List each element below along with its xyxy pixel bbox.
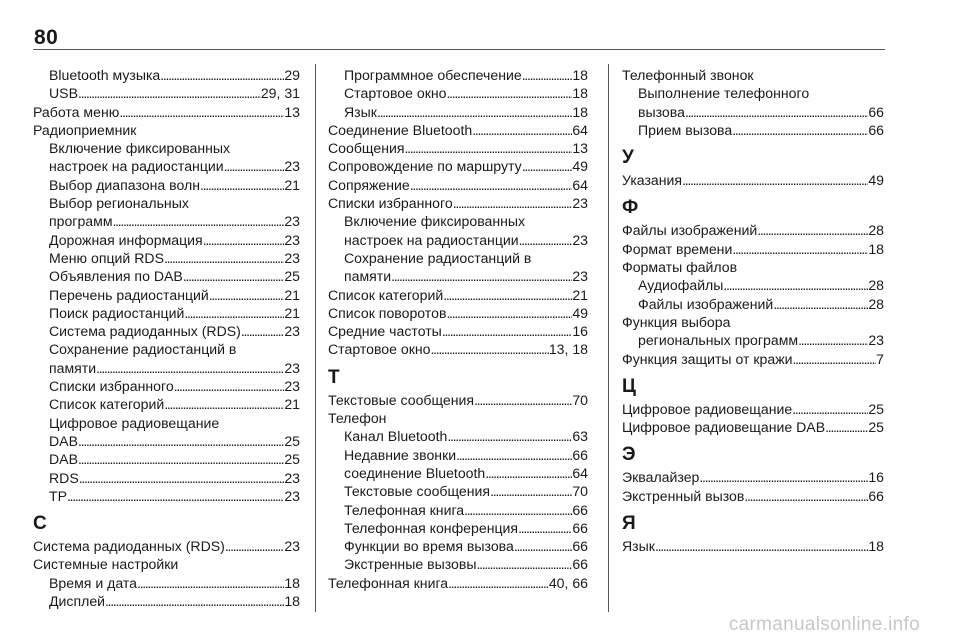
entry-page-ref: 28 (868, 222, 884, 239)
entry-label: Сопряжение (328, 176, 410, 193)
index-subentry (33, 212, 300, 230)
dot-leader (453, 194, 573, 212)
dot-leader (514, 537, 572, 555)
index-entry (328, 304, 588, 322)
entry-label: Прием вызова (638, 121, 733, 138)
index-subentry (622, 331, 884, 349)
dot-leader (113, 212, 285, 230)
entry-label: программ (49, 213, 113, 230)
dot-leader (447, 427, 572, 445)
index-subentry (33, 249, 300, 267)
entry-label: Формат времени (622, 240, 733, 257)
index-subentry (622, 103, 884, 121)
index-subentry (328, 66, 588, 84)
entry-label: Соединение Bluetooth (328, 121, 473, 138)
entry-page-ref: 66 (572, 538, 588, 555)
entry-label: Указания (622, 172, 683, 189)
entry-label: Стартовое окно (328, 341, 431, 358)
dot-leader (522, 66, 573, 84)
index-subentry (33, 432, 300, 450)
dot-leader (682, 171, 868, 189)
dot-leader (446, 304, 572, 322)
entry-page-ref: 18 (284, 593, 300, 610)
entry-label: Файлы изображений (638, 295, 774, 312)
index-section-letter: Я (622, 513, 636, 535)
entry-label: Радиоприемник (33, 121, 137, 138)
dot-leader (105, 592, 284, 610)
watermark: carmanualsonline.info (728, 614, 920, 635)
entry-label: Программное обеспечение (344, 67, 522, 83)
index-entry (328, 391, 588, 409)
dot-leader (773, 295, 868, 313)
entry-label: Цифровое радиовещание (49, 414, 220, 431)
entry-label: Меню опций RDS (49, 249, 164, 266)
index-entry (622, 537, 884, 555)
entry-page-ref: 66 (572, 519, 588, 536)
entry-label: Функция защиты от кражи (622, 350, 793, 367)
entry-label: Сопровождение по маршруту (328, 158, 522, 175)
dot-leader (448, 574, 549, 592)
index-column-3 (622, 66, 884, 555)
dot-leader (792, 400, 868, 418)
entry-label: Включение фиксированных (49, 140, 231, 157)
dot-leader (209, 286, 285, 304)
entry-label: настроек на радиостанции (49, 158, 224, 175)
entry-page-ref: 18 (868, 240, 884, 257)
entry-label: Цифровое радиовещание DAB (622, 419, 826, 436)
entry-label: Системные настройки (33, 556, 179, 573)
entry-label: RDS (49, 469, 79, 486)
entry-page-ref: 23 (868, 332, 884, 349)
index-section-letter: Ц (622, 375, 636, 397)
entry-label: Телефонная книга (344, 501, 465, 518)
index-subentry (328, 103, 588, 121)
dot-leader (685, 103, 868, 121)
dot-leader (699, 468, 868, 486)
entry-page-ref: 21 (572, 286, 588, 303)
entry-page-ref: 40, 66 (548, 574, 588, 591)
entry-page-ref: 64 (572, 464, 588, 481)
index-subentry (328, 482, 588, 500)
entry-page-ref: 64 (572, 121, 588, 138)
entry-page-ref: 49 (868, 172, 884, 189)
index-entry (33, 537, 300, 555)
entry-page-ref: 25 (868, 419, 884, 436)
index-subentry (622, 84, 884, 102)
index-entry (622, 221, 884, 239)
entry-label: соединение Bluetooth (344, 464, 486, 481)
entry-page-ref: 28 (868, 295, 884, 312)
index-entry (328, 322, 588, 340)
index-subentry (33, 487, 300, 505)
index-subentry (328, 501, 588, 519)
entry-page-ref: 23 (284, 158, 300, 175)
dot-leader (225, 537, 284, 555)
entry-label: Экстренный вызов (622, 487, 745, 504)
index-column-2 (328, 66, 588, 592)
dot-leader (184, 304, 284, 322)
entry-label: Перечень радиостанций (49, 286, 209, 303)
index-entry (328, 409, 588, 427)
entry-page-ref: 29, 31 (260, 85, 300, 102)
entry-page-ref: 28 (868, 277, 884, 294)
entry-label: TP (49, 487, 68, 504)
entry-page-ref: 23 (284, 213, 300, 230)
index-subentry (328, 249, 588, 267)
index-entry (622, 240, 884, 258)
dot-leader (798, 331, 868, 349)
index-entry (328, 340, 588, 358)
entry-page-ref: 23 (284, 378, 300, 395)
index-section-letter: С (33, 513, 47, 535)
entry-page-ref: 13 (284, 103, 300, 120)
index-subentry (328, 212, 588, 230)
dot-leader (522, 157, 573, 175)
index-subentry (328, 446, 588, 464)
entry-page-ref: 66 (868, 487, 884, 504)
entry-page-ref: 18 (572, 103, 588, 120)
entry-label: Стартовое окно (344, 85, 447, 102)
entry-label: USB (49, 85, 78, 102)
index-entry (328, 286, 588, 304)
entry-label: Списки избранного (328, 195, 453, 212)
dot-leader (78, 84, 261, 102)
entry-label: региональных программ (638, 332, 799, 349)
dot-leader (377, 103, 572, 121)
entry-label: Включение фиксированных (344, 213, 526, 230)
entry-page-ref: 18 (868, 538, 884, 555)
entry-page-ref: 63 (572, 428, 588, 445)
index-entry (622, 418, 884, 436)
dot-leader (723, 276, 868, 294)
dot-leader (519, 231, 573, 249)
entry-label: Текстовые сообщения (328, 391, 475, 408)
index-subentry (33, 66, 300, 84)
index-entry (622, 258, 884, 276)
entry-page-ref: 7 (876, 350, 884, 367)
entry-page-ref: 23 (284, 231, 300, 248)
dot-leader (472, 121, 572, 139)
entry-label: Телефонная конференция (344, 519, 519, 536)
dot-leader (241, 322, 284, 340)
entry-label: Недавние звонки (344, 446, 457, 463)
dot-leader (447, 84, 573, 102)
entry-label: Текстовые сообщения (344, 483, 491, 500)
entry-label: Сохранение радиостанций в (49, 341, 237, 358)
entry-label: Bluetooth музыка (49, 67, 161, 83)
index-subentry (622, 276, 884, 294)
index-entry (33, 555, 300, 573)
index-subentry (33, 304, 300, 322)
entry-page-ref: 66 (868, 103, 884, 120)
entry-page-ref: 16 (572, 323, 588, 340)
dot-leader (391, 267, 572, 285)
entry-page-ref: 23 (284, 249, 300, 266)
dot-leader (732, 121, 868, 139)
dot-leader (757, 221, 868, 239)
index-entry (328, 139, 588, 157)
entry-label: Система радиоданных (RDS) (49, 323, 241, 340)
entry-page-ref: 16 (868, 469, 884, 486)
entry-label: настроек на радиостанции (344, 231, 519, 248)
index-entry (328, 194, 588, 212)
dot-leader (655, 537, 868, 555)
entry-label: Выполнение телефонного (638, 85, 810, 102)
entry-page-ref: 23 (284, 469, 300, 486)
entry-label: Работа меню (33, 103, 120, 120)
entry-label: Цифровое радиовещание (622, 400, 793, 417)
index-subentry (328, 464, 588, 482)
dot-leader (490, 482, 572, 500)
dot-leader (485, 464, 572, 482)
dot-leader (183, 267, 285, 285)
index-entry (622, 313, 884, 331)
index-entry (328, 121, 588, 139)
dot-leader (67, 487, 284, 505)
dot-leader (732, 240, 868, 258)
entry-label: Канал Bluetooth (344, 428, 448, 445)
entry-label: Средние частоты (328, 323, 442, 340)
entry-label: Списки избранного (49, 378, 174, 395)
entry-label: DAB (49, 451, 78, 468)
index-section-letter: Ф (622, 197, 639, 219)
index-subentry (33, 176, 300, 194)
entry-page-ref: 21 (284, 396, 300, 413)
index-entry (622, 350, 884, 368)
index-subentry (328, 267, 588, 285)
entry-page-ref: 23 (284, 359, 300, 376)
entry-page-ref: 23 (284, 487, 300, 504)
index-section-letter: У (622, 147, 634, 169)
index-subentry (622, 121, 884, 139)
index-section-letter: Э (622, 444, 636, 466)
entry-page-ref: 66 (572, 446, 588, 463)
entry-label: Время и дата (49, 574, 137, 591)
index-subentry (33, 157, 300, 175)
entry-page-ref: 23 (284, 538, 300, 555)
dot-leader (160, 66, 284, 84)
entry-page-ref: 49 (572, 304, 588, 321)
entry-page-ref: 29 (284, 67, 300, 83)
entry-label: Выбор региональных (49, 195, 189, 212)
entry-label: памяти (344, 268, 392, 285)
entry-label: Эквалайзер (622, 469, 700, 486)
entry-page-ref: 23 (284, 323, 300, 340)
entry-label: Язык (344, 103, 377, 120)
entry-label: Список поворотов (328, 304, 447, 321)
entry-label: Форматы файлов (622, 259, 738, 276)
index-subentry (33, 414, 300, 432)
entry-label: Сообщения (328, 140, 405, 157)
index-subentry (33, 395, 300, 413)
dot-leader (744, 487, 868, 505)
dot-leader (793, 350, 877, 368)
entry-label: Телефонная книга (328, 574, 449, 591)
index-entry (33, 121, 300, 139)
entry-label: Сохранение радиостанций в (344, 249, 532, 266)
dot-leader (405, 139, 573, 157)
entry-page-ref: 66 (572, 501, 588, 518)
entry-label: Телефонный звонок (622, 67, 754, 83)
dot-leader (119, 103, 284, 121)
entry-page-ref: 70 (572, 391, 588, 408)
dot-leader (825, 418, 868, 436)
entry-page-ref: 23 (572, 268, 588, 285)
column-divider (608, 64, 609, 612)
entry-page-ref: 25 (868, 400, 884, 417)
index-subentry (328, 427, 588, 445)
dot-leader (224, 157, 285, 175)
entry-page-ref: 25 (284, 432, 300, 449)
index-subentry (33, 322, 300, 340)
page-number: 80 (34, 26, 59, 49)
entry-label: Файлы изображений (622, 222, 758, 239)
index-subentry (33, 592, 300, 610)
dot-leader (464, 501, 572, 519)
dot-leader (164, 395, 284, 413)
dot-leader (518, 519, 572, 537)
dot-leader (203, 231, 285, 249)
index-subentry (328, 555, 588, 573)
dot-leader (78, 432, 284, 450)
dot-leader (474, 391, 572, 409)
entry-label: Список категорий (328, 286, 444, 303)
entry-page-ref: 18 (572, 67, 588, 83)
entry-label: Дисплей (49, 593, 106, 610)
entry-page-ref: 18 (284, 574, 300, 591)
entry-page-ref: 23 (572, 195, 588, 212)
entry-page-ref: 25 (284, 268, 300, 285)
index-subentry (33, 340, 300, 358)
dot-leader (78, 450, 284, 468)
index-section-letter: Т (328, 366, 340, 388)
dot-leader (476, 555, 572, 573)
entry-label: DAB (49, 432, 78, 449)
entry-label: Телефон (328, 410, 387, 427)
index-subentry (622, 295, 884, 313)
entry-label: Язык (622, 538, 655, 555)
entry-page-ref: 21 (284, 286, 300, 303)
index-subentry (33, 84, 300, 102)
entry-label: Экстренные вызовы (344, 556, 477, 573)
entry-label: Функции во время вызова (344, 538, 514, 555)
index-entry (622, 400, 884, 418)
index-subentry (33, 139, 300, 157)
index-subentry (328, 84, 588, 102)
entry-page-ref: 64 (572, 176, 588, 193)
dot-leader (137, 574, 284, 592)
entry-page-ref: 18 (572, 85, 588, 102)
column-divider (315, 64, 316, 612)
index-entry (622, 66, 884, 84)
index-entry (622, 171, 884, 189)
entry-page-ref: 66 (572, 556, 588, 573)
entry-label: Список категорий (49, 396, 165, 413)
dot-leader (431, 340, 549, 358)
entry-page-ref: 49 (572, 158, 588, 175)
index-subentry (33, 469, 300, 487)
index-subentry (33, 450, 300, 468)
dot-leader (164, 249, 284, 267)
dot-leader (200, 176, 284, 194)
index-column-1 (33, 66, 300, 610)
entry-label: Выбор диапазона волн (49, 176, 200, 193)
entry-label: Объявления по DAB (49, 268, 183, 285)
dot-leader (410, 176, 573, 194)
entry-label: вызова (638, 103, 685, 120)
dot-leader (442, 322, 572, 340)
entry-page-ref: 70 (572, 483, 588, 500)
entry-page-ref: 25 (284, 451, 300, 468)
entry-label: Поиск радиостанций (49, 304, 185, 321)
index-subentry (33, 231, 300, 249)
dot-leader (174, 377, 285, 395)
dot-leader (79, 469, 285, 487)
index-subentry (33, 359, 300, 377)
entry-label: Дорожная информация (49, 231, 203, 248)
index-entry (33, 103, 300, 121)
dot-leader (443, 286, 572, 304)
index-subentry (328, 231, 588, 249)
entry-label: памяти (49, 359, 97, 376)
index-subentry (33, 574, 300, 592)
index-entry (328, 574, 588, 592)
dot-leader (456, 446, 572, 464)
entry-page-ref: 13, 18 (548, 341, 588, 358)
index-entry (622, 468, 884, 486)
dot-leader (96, 359, 284, 377)
entry-page-ref: 23 (572, 231, 588, 248)
entry-page-ref: 13 (572, 140, 588, 157)
header-rule (33, 49, 885, 50)
entry-page-ref: 21 (284, 176, 300, 193)
entry-page-ref: 21 (284, 304, 300, 321)
entry-label: Функция выбора (622, 313, 731, 330)
index-subentry (328, 519, 588, 537)
index-subentry (33, 286, 300, 304)
index-entry (328, 157, 588, 175)
index-subentry (328, 537, 588, 555)
index-entry (328, 176, 588, 194)
index-entry (622, 487, 884, 505)
index-subentry (33, 377, 300, 395)
entry-page-ref: 66 (868, 121, 884, 138)
index-subentry (33, 194, 300, 212)
entry-label: Система радиоданных (RDS) (33, 538, 225, 555)
index-subentry (33, 267, 300, 285)
entry-label: Аудиофайлы (638, 277, 724, 294)
